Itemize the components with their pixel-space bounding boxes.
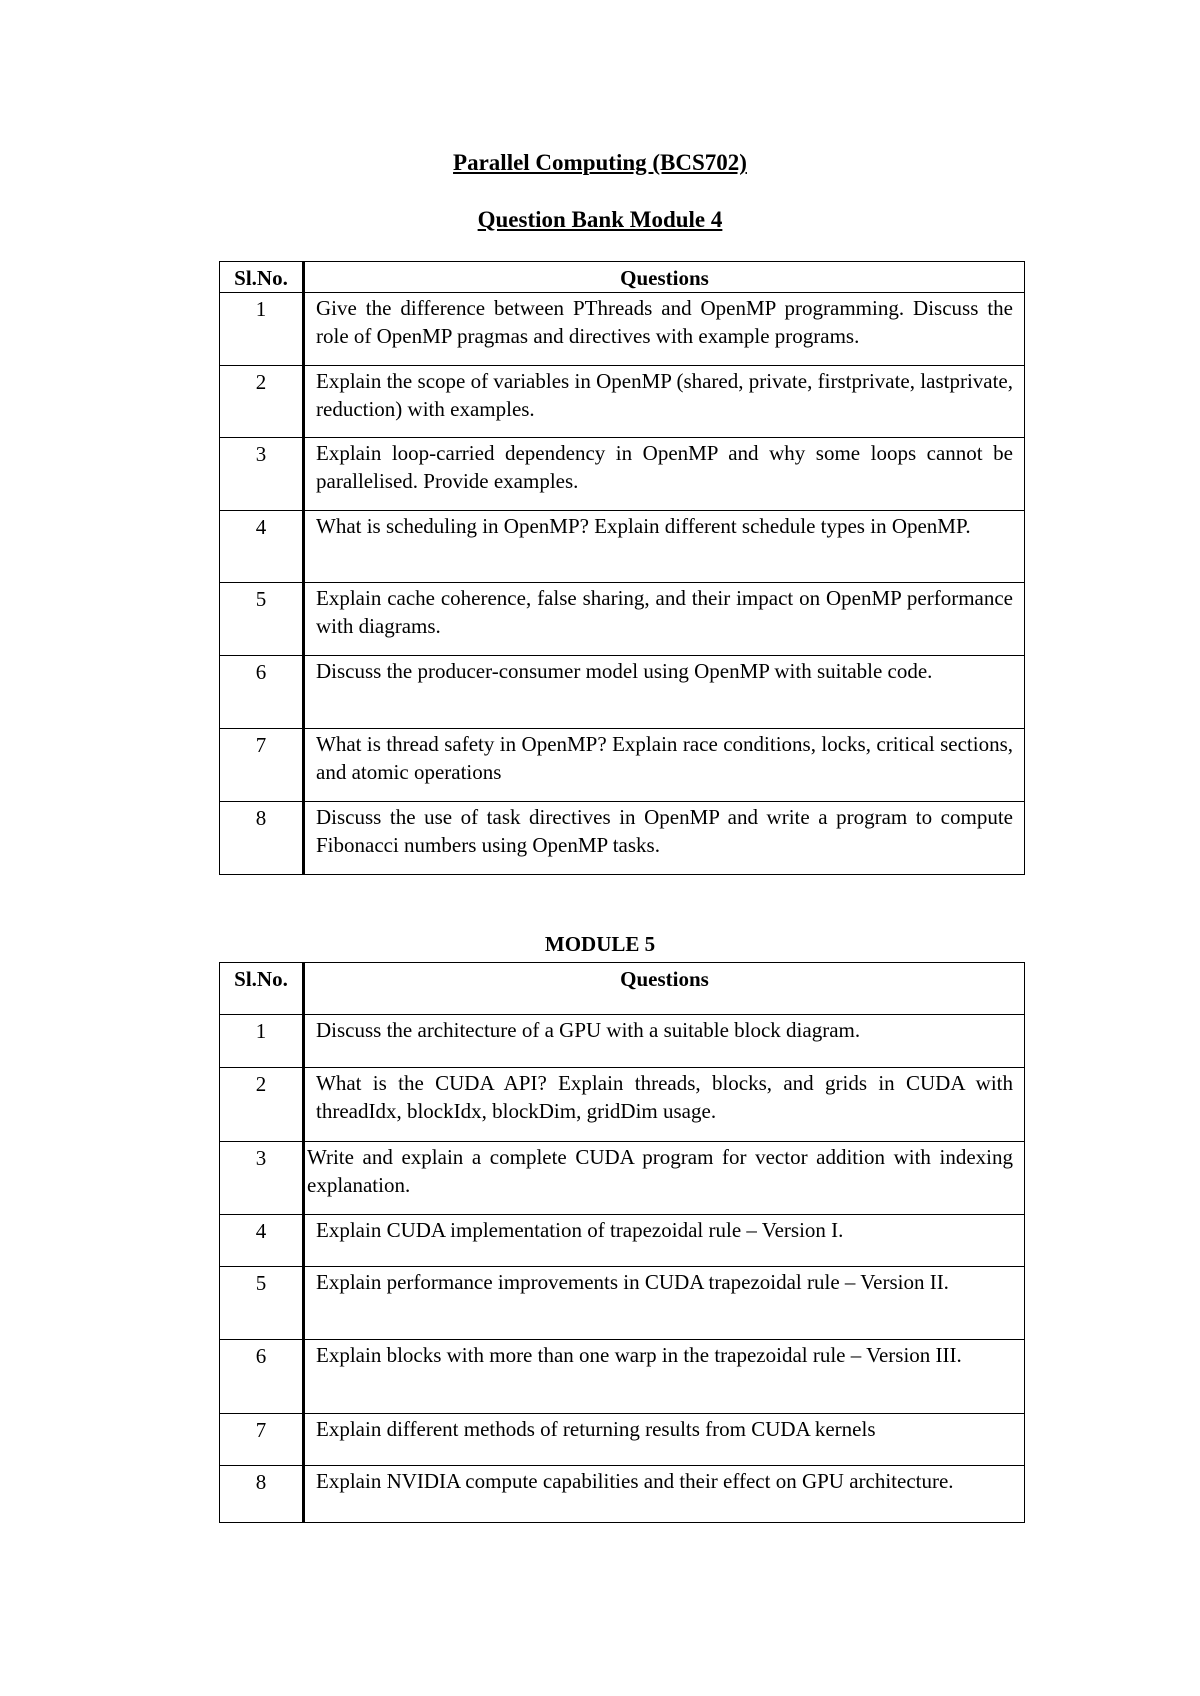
question-text: Explain cache coherence, false sharing, and their impact on OpenMP performance with diagrams. <box>304 583 1025 656</box>
questions-header: Questions <box>304 262 1025 293</box>
document-subtitle: Question Bank Module 4 <box>477 207 723 232</box>
table-row <box>220 1340 1025 1414</box>
question-text: Explain CUDA implementation of trapezoidal rule – Version I. <box>304 1215 1025 1267</box>
table-row <box>220 802 1025 875</box>
serial-number: 3 <box>220 1142 304 1215</box>
question-text: Discuss the architecture of a GPU with a suitable block diagram. <box>304 1015 1025 1068</box>
table-row <box>220 1142 1025 1215</box>
document-title: Parallel Computing (BCS702) <box>453 150 747 175</box>
serial-number: 8 <box>220 802 304 875</box>
question-text: Discuss the use of task directives in OpenMP and write a program to compute Fibonacci numbers using OpenMP tasks. <box>304 802 1025 875</box>
serial-number: 1 <box>220 293 304 366</box>
serial-number-header: Sl.No. <box>220 963 304 1015</box>
table-row <box>220 293 1025 366</box>
table-row <box>220 729 1025 802</box>
table-row <box>220 1267 1025 1340</box>
serial-number: 6 <box>220 1340 304 1414</box>
question-text: What is scheduling in OpenMP? Explain different schedule types in OpenMP. <box>304 511 1025 583</box>
question-text: What is thread safety in OpenMP? Explain race conditions, locks, critical sections, and atomic operations <box>304 729 1025 802</box>
table-row <box>220 656 1025 729</box>
table-header-row <box>220 963 1025 1015</box>
serial-number: 5 <box>220 583 304 656</box>
table-row <box>220 1215 1025 1267</box>
table-row <box>220 1414 1025 1466</box>
module4-question-table <box>219 261 1025 875</box>
question-text: Write and explain a complete CUDA program for vector addition with indexing explanation. <box>304 1142 1025 1215</box>
serial-number: 7 <box>220 1414 304 1466</box>
module5-heading: MODULE 5 <box>544 932 656 956</box>
serial-number: 4 <box>220 1215 304 1267</box>
table-row <box>220 438 1025 511</box>
table-row <box>220 1068 1025 1142</box>
table-row <box>220 583 1025 656</box>
serial-number: 3 <box>220 438 304 511</box>
serial-number: 7 <box>220 729 304 802</box>
serial-number: 2 <box>220 1068 304 1142</box>
table-row <box>220 1015 1025 1068</box>
question-text: Discuss the producer-consumer model using OpenMP with suitable code. <box>304 656 1025 729</box>
serial-number: 1 <box>220 1015 304 1068</box>
question-text: Explain loop-carried dependency in OpenMP and why some loops cannot be parallelised. Provide examples. <box>304 438 1025 511</box>
question-text: Give the difference between PThreads and OpenMP programming. Discuss the role of OpenMP pragmas and directives with example programs. <box>304 293 1025 366</box>
question-text: Explain the scope of variables in OpenMP (shared, private, firstprivate, lastprivate, reduction) with examples. <box>304 366 1025 438</box>
table-row <box>220 1466 1025 1523</box>
module5-question-table <box>219 962 1025 1523</box>
serial-number: 4 <box>220 511 304 583</box>
serial-number: 2 <box>220 366 304 438</box>
questions-header: Questions <box>304 963 1025 1015</box>
question-text: Explain blocks with more than one warp in the trapezoidal rule – Version III. <box>304 1340 1025 1414</box>
table-header-row <box>220 262 1025 293</box>
table-row <box>220 366 1025 438</box>
serial-number: 6 <box>220 656 304 729</box>
question-text: What is the CUDA API? Explain threads, blocks, and grids in CUDA with threadIdx, blockIdx, blockDim, gridDim usage. <box>304 1068 1025 1142</box>
serial-number-header: Sl.No. <box>220 262 304 293</box>
serial-number: 5 <box>220 1267 304 1340</box>
question-text: Explain different methods of returning results from CUDA kernels <box>304 1414 1025 1466</box>
serial-number: 8 <box>220 1466 304 1523</box>
question-text: Explain performance improvements in CUDA trapezoidal rule – Version II. <box>304 1267 1025 1340</box>
table-row <box>220 511 1025 583</box>
question-text: Explain NVIDIA compute capabilities and their effect on GPU architecture. <box>304 1466 1025 1523</box>
